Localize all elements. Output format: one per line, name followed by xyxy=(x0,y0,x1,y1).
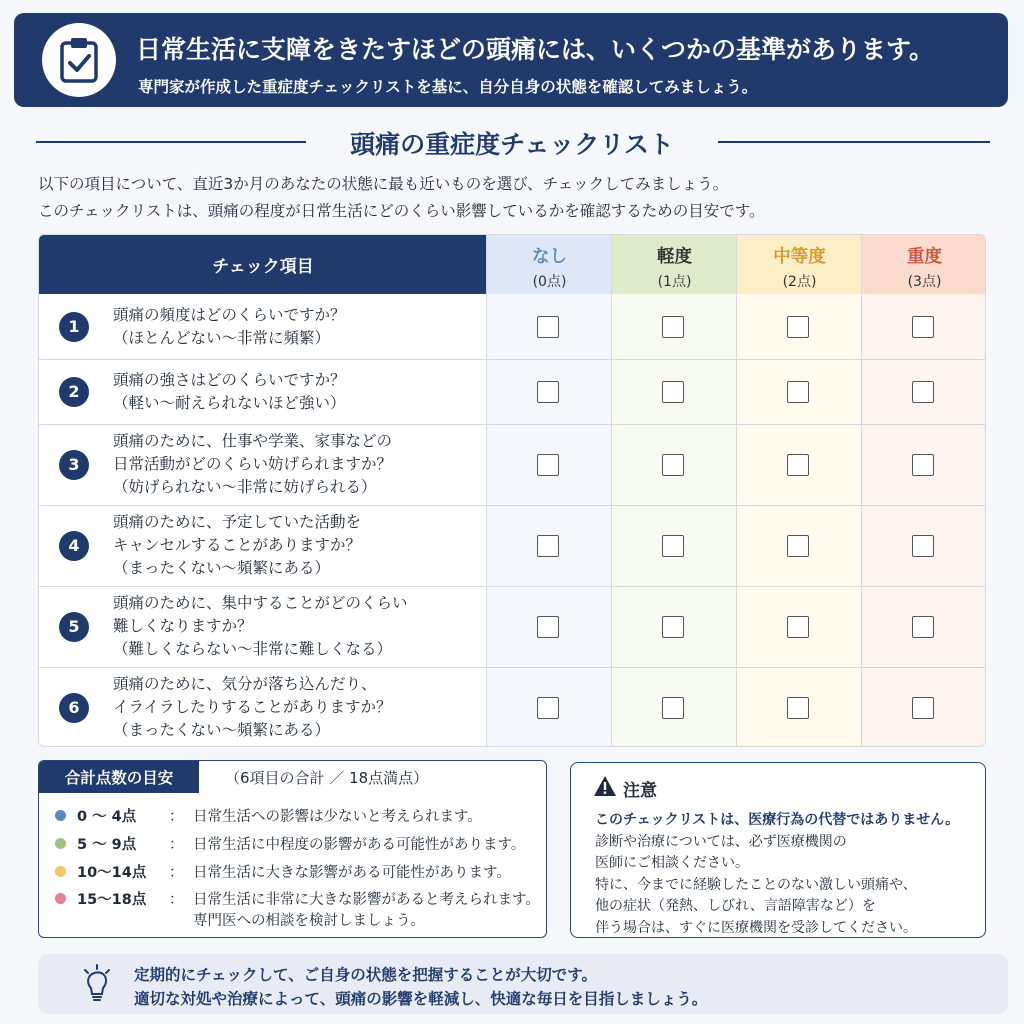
column-label: 軽度 xyxy=(657,247,692,267)
score-range: 5 〜 9点 xyxy=(77,837,137,853)
page-subtitle: 専門家が作成した重症度チェックリストを基に、自分自身の状態を確認してみましょう。 xyxy=(138,78,758,96)
row-number-badge: 6 xyxy=(59,693,89,723)
caution-line: 伴う場合は、すぐに医療機関を受診してください。 xyxy=(595,919,917,936)
score-colon: ： xyxy=(169,892,184,908)
header-banner xyxy=(14,13,1008,107)
score-dot-icon xyxy=(55,893,66,904)
checkbox[interactable] xyxy=(787,616,809,638)
checkbox[interactable] xyxy=(662,535,684,557)
question-line: 難しくなりますか？ xyxy=(113,617,253,635)
column-points: (1点) xyxy=(657,274,692,290)
column-points: (3点) xyxy=(907,274,942,290)
intro-line-1: 以下の項目について、直近3か月のあなたの状態に最も近いものを選び、チェックしてみましょう。 xyxy=(38,175,729,193)
footer-tip xyxy=(38,954,1008,1014)
warning-icon xyxy=(593,775,617,801)
score-guide-box xyxy=(38,760,547,938)
column-label: 中等度 xyxy=(773,247,826,267)
question-hint: （まったくない〜頻繁にある） xyxy=(113,559,331,577)
row-number-badge: 1 xyxy=(59,312,89,342)
checkbox[interactable] xyxy=(537,316,559,338)
footer-line-1: 定期的にチェックして、ご自身の状態を把握することが大切です。 xyxy=(134,966,597,984)
table-row xyxy=(39,359,986,424)
checkbox[interactable] xyxy=(912,381,934,403)
score-description: 日常生活への影響は少ないと考えられます。 xyxy=(193,809,482,825)
row-number-badge: 2 xyxy=(59,377,89,407)
page-title: 日常生活に支障をきたすほどの頭痛には、いくつかの基準があります。 xyxy=(136,35,935,64)
table-header-items: チェック項目 xyxy=(39,235,487,294)
question-line: 日常活動がどのくらい妨げられますか？ xyxy=(113,455,393,473)
score-dot-icon xyxy=(55,838,66,849)
checklist-table xyxy=(38,234,986,747)
divider-left xyxy=(36,141,306,143)
clipboard-check-icon xyxy=(42,23,116,97)
lightbulb-icon xyxy=(82,964,112,1010)
row-number-badge: 5 xyxy=(59,612,89,642)
question-text xyxy=(113,430,483,499)
column-points: (0点) xyxy=(532,274,567,290)
score-colon: ： xyxy=(169,837,184,853)
score-colon: ： xyxy=(169,809,184,825)
question-line: 頭痛のために、集中することがどのくらい xyxy=(113,594,408,612)
row-number-badge: 3 xyxy=(59,450,89,480)
table-row xyxy=(39,505,986,586)
column-header xyxy=(612,235,737,294)
row-number-badge: 4 xyxy=(59,531,89,561)
score-description: 日常生活に中程度の影響がある可能性があります。 xyxy=(193,837,526,853)
footer-line-2: 適切な対処や治療によって、頭痛の影響を軽減し、快適な毎日を目指しましょう。 xyxy=(134,990,708,1008)
checkbox[interactable] xyxy=(662,454,684,476)
checkbox[interactable] xyxy=(787,316,809,338)
question-hint: （軽い〜耐えられないほど強い） xyxy=(113,393,346,412)
score-range: 10〜14点 xyxy=(77,865,147,881)
score-colon: ： xyxy=(169,865,184,881)
question-line: 頭痛のために、予定していた活動を xyxy=(113,513,362,531)
question-text xyxy=(113,304,483,350)
checkbox[interactable] xyxy=(537,616,559,638)
question-line: イライラしたりすることがありますか？ xyxy=(113,698,392,716)
question-line: 頭痛の頻度はどのくらいですか？ xyxy=(113,305,346,324)
question-text xyxy=(113,369,483,415)
checkbox[interactable] xyxy=(662,381,684,403)
score-range: 15〜18点 xyxy=(77,892,147,908)
column-points: (2点) xyxy=(782,274,817,290)
question-hint: （難しくならない〜非常に難しくなる） xyxy=(113,640,393,658)
table-row xyxy=(39,424,986,505)
question-line: キャンセルすることがありますか？ xyxy=(113,536,362,554)
caution-header xyxy=(593,775,657,801)
table-row xyxy=(39,586,986,667)
question-text xyxy=(113,511,483,580)
checkbox[interactable] xyxy=(787,697,809,719)
divider-right xyxy=(718,141,990,143)
checkbox[interactable] xyxy=(787,454,809,476)
checkbox[interactable] xyxy=(912,535,934,557)
score-range-row xyxy=(55,888,540,929)
question-text xyxy=(113,673,483,742)
table-row xyxy=(39,667,986,747)
checkbox[interactable] xyxy=(787,535,809,557)
question-hint: （妨げられない〜非常に妨げられる） xyxy=(113,478,377,496)
checkbox[interactable] xyxy=(537,535,559,557)
question-line: 頭痛の強さはどのくらいですか？ xyxy=(113,370,346,389)
score-description-2: 専門医への相談を検討しましょう。 xyxy=(193,913,425,929)
column-header xyxy=(487,235,612,294)
question-line: 頭痛のために、仕事や学業、家事などの xyxy=(113,432,393,450)
question-hint: （まったくない〜頻繁にある） xyxy=(113,721,331,739)
column-label: 重度 xyxy=(907,247,942,267)
caution-line: このチェックリストは、医療行為の代替ではありません。 xyxy=(595,812,960,828)
checkbox[interactable] xyxy=(662,697,684,719)
checkbox[interactable] xyxy=(662,316,684,338)
score-dot-icon xyxy=(55,810,66,821)
checkbox[interactable] xyxy=(537,454,559,476)
question-line: 頭痛のために、気分が落ち込んだり、 xyxy=(113,675,377,693)
table-row xyxy=(39,294,986,359)
checkbox[interactable] xyxy=(537,381,559,403)
caution-line: 特に、今までに経験したことのない激しい頭痛や、 xyxy=(595,876,917,893)
column-header xyxy=(862,235,986,294)
question-hint: （ほとんどない〜非常に頻繁） xyxy=(113,328,331,347)
caution-box xyxy=(570,762,986,938)
section-title: 頭痛の重症度チェックリスト xyxy=(350,130,674,159)
score-guide-title: 合計点数の目安 xyxy=(39,761,199,793)
checkbox[interactable] xyxy=(912,697,934,719)
checkbox[interactable] xyxy=(662,616,684,638)
question-text xyxy=(113,592,483,661)
caution-line: 医師にご相談ください。 xyxy=(595,855,749,871)
column-header xyxy=(737,235,862,294)
score-range: 0 〜 4点 xyxy=(77,809,137,825)
score-description: 日常生活に大きな影響がある可能性があります。 xyxy=(193,865,511,881)
score-guide-note: （6項目の合計 ／ 18点満点） xyxy=(225,769,429,787)
caution-line: 診断や治療については、必ず医療機関の xyxy=(595,833,847,850)
checkbox[interactable] xyxy=(912,316,934,338)
checkbox[interactable] xyxy=(912,616,934,638)
score-dot-icon xyxy=(55,866,66,877)
intro-line-2: このチェックリストは、頭痛の程度が日常生活にどのくらい影響しているかを確認するための目安です。 xyxy=(38,202,765,220)
score-description: 日常生活に非常に大きな影響があると考えられます。 xyxy=(193,892,540,908)
caution-line: 他の症状（発熱、しびれ、言語障害など）を xyxy=(595,898,876,914)
checkbox[interactable] xyxy=(537,697,559,719)
checkbox[interactable] xyxy=(787,381,809,403)
checkbox[interactable] xyxy=(912,454,934,476)
caution-title: 注意 xyxy=(623,780,657,801)
column-label: なし xyxy=(532,247,567,267)
